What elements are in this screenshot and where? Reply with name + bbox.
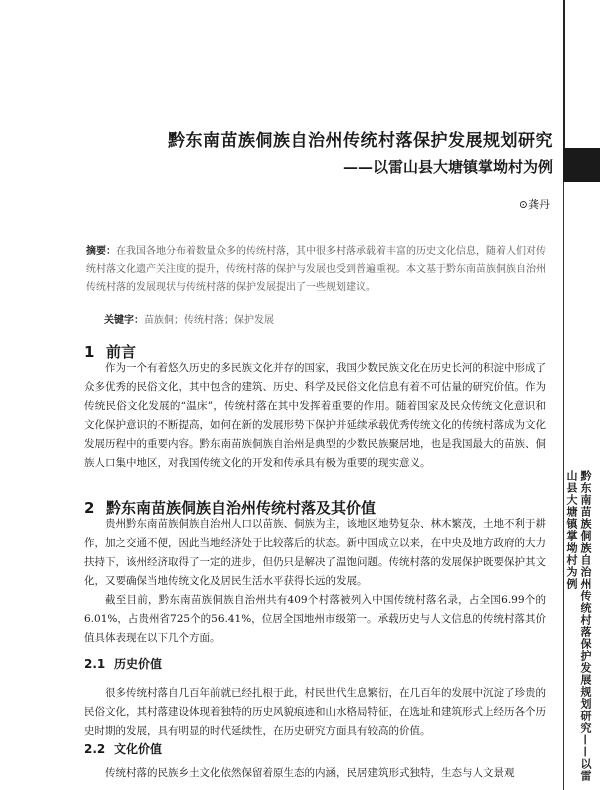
section-number: 1	[84, 343, 95, 361]
keywords-label: 关键字：	[104, 315, 144, 326]
paper-subtitle: ——以雷山县大塘镇掌坳村为例	[342, 158, 553, 176]
abstract-label: 摘要：	[86, 246, 116, 257]
subsection-number: 2.2	[84, 742, 106, 756]
keywords	[104, 314, 544, 328]
subsection-heading-2-1	[84, 655, 162, 672]
abstract	[86, 243, 546, 297]
paragraph-cultural-value: 传统村落的民族乡土文化依然保留着原生态的内涵，民居建筑形式独特，生态与人文景观	[105, 767, 515, 779]
paragraph-section2-overview: 贵州黔东南苗族侗族自治州人口以苗族、侗族为主，该地区地势复杂、林木繁茂，土地不利于耕作，加之交通不便，因此当地经济处于比较落后的状态。新中国成立以来，在中央及地方政府的大力扶持下，该州经济取得了一定的进步，但仍只是解决了温饱问题。传统村落的发展保护既要保护其文化，又要确保当地传统文化及居民生活水平获得长远的发展。	[84, 518, 546, 587]
side-black-tab	[563, 148, 600, 182]
paper-title: 黔东南苗族侗族自治州传统村落保护发展规划研究	[168, 131, 553, 151]
author-line: ⊙龚丹	[518, 198, 550, 211]
paragraph-historical-value: 很多传统村落自几百年前就已经扎根于此，村民世代生息繁衍，在几百年的发展中沉淀了珍贵的民俗文化，其村落建设体现着独特的历史风貌痕迹和山水格局特征，在选址和建筑形式上经历各个历史时期的发展，具有明显的时代延续性，在历史研究方面具有较高的价值。	[84, 687, 546, 737]
subsection-title: 文化价值	[114, 742, 163, 756]
side-running-title: 黔东南苗族侗族自治州传统村落保护发展规划研究——以雷山县大塘镇掌坳村为例	[565, 470, 592, 782]
abstract-text: 在我国各地分布着数量众多的传统村落，其中很多村落承载着丰富的历史文化信息，随着人们对传统村落文化遗产关注度的提升，传统村落的保护与发展也受到普遍重视。本文基于黔东南苗族侗族自治州传统村落的发展现状与传统村落的保护发展提出了一些规划建议。	[86, 246, 546, 293]
paragraph-intro: 作为一个有着悠久历史的多民族文化并存的国家，我国少数民族文化在历史长河的积淀中形成了众多优秀的民俗文化，其中包含的建筑、历史、科学及民俗文化信息有着不可估量的研究价值。作为传统民俗文化发展的“温床”，传统村落在其中发挥着重要的作用。随着国家及民众传统文化意识和文化保护意识的不断提高，如何在新的发展形势下保护并延续承载优秀传统文化的传统村落成为文化发展历程中的重要内容。黔东南苗族侗族自治州是典型的少数民族聚居地，也是我国最大的苗族、侗族人口集中地区，对我国传统文化的开发和传承具有极为重要的现实意义。	[84, 362, 546, 469]
section-title: 前言	[106, 343, 137, 361]
subsection-number: 2.1	[84, 657, 106, 671]
subsection-title: 历史价值	[114, 657, 163, 671]
section-title: 黔东南苗族侗族自治州传统村落及其价值	[106, 499, 377, 517]
section-number: 2	[84, 499, 95, 517]
keywords-text: 苗族侗；传统村落；保护发展	[144, 315, 274, 326]
subsection-heading-2-2	[84, 740, 162, 757]
paragraph-section2-statistics: 截至目前，黔东南苗族侗族自治州共有409个村落被列入中国传统村落名录，占全国6.99个的6.01%，占贵州省725个的56.41%，位居全国地州市级第一。承载历史与人文信息的传统村落其价值具体表现在以下几个方面。	[84, 594, 546, 644]
top-vertical-rule	[563, 0, 565, 148]
